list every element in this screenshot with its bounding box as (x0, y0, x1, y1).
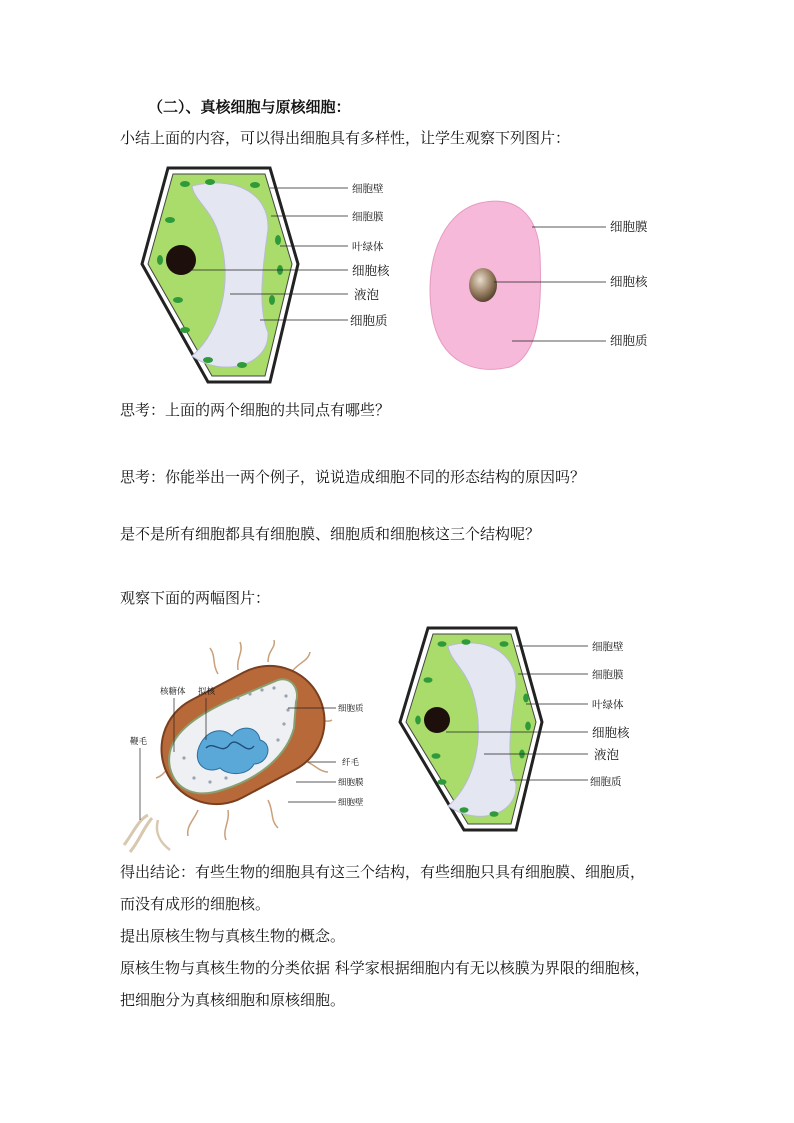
label-pilus: 纤毛 (342, 758, 360, 768)
label-vacuole: 液泡 (354, 287, 380, 302)
label-bacterium-wall: 细胞壁 (338, 798, 364, 808)
section-heading: （二）、真核细胞与原核细胞： (148, 98, 351, 116)
label2-nucleus: 细胞核 (592, 725, 630, 740)
label-cell-wall: 细胞壁 (352, 183, 384, 195)
animal-cell-figure (420, 195, 670, 375)
bacterium-figure (118, 640, 378, 855)
label-chloroplast: 叶绿体 (352, 241, 384, 253)
intro-text: 小结上面的内容，可以得出细胞具有多样性，让学生观察下列图片： (120, 129, 571, 147)
label-nucleoid: 拟核 (198, 687, 216, 697)
conclusion-line-2: 而没有成形的细胞核。 (120, 895, 271, 913)
basis-line-2: 把细胞分为真核细胞和原核细胞。 (120, 991, 346, 1009)
question-3: 是不是所有细胞都具有细胞膜、细胞质和细胞核这三个结构呢？ (120, 525, 541, 543)
label-animal-nucleus: 细胞核 (610, 274, 648, 289)
basis-line-1: 原核生物与真核生物的分类依据 科学家根据细胞内有无以核膜为界限的细胞核， (120, 959, 650, 977)
observe-text: 观察下面的两幅图片： (120, 589, 271, 607)
label2-vacuole: 液泡 (594, 747, 620, 762)
plant-cell-figure (130, 160, 410, 390)
label-animal-cytoplasm: 细胞质 (610, 333, 648, 348)
label2-cytoplasm: 细胞质 (590, 776, 622, 788)
plant-cell-figure-2 (392, 622, 642, 837)
label2-chloroplast: 叶绿体 (592, 699, 624, 711)
label2-cell-wall: 细胞壁 (592, 641, 624, 653)
label-cytoplasm: 细胞质 (350, 313, 388, 328)
label-ribosome: 核糖体 (160, 687, 186, 697)
question-2: 思考：你能举出一两个例子，说说造成细胞不同的形态结构的原因吗？ (120, 468, 586, 486)
label-cell-membrane: 细胞膜 (352, 211, 384, 223)
label-bacterium-membrane: 细胞膜 (338, 778, 364, 788)
label-animal-membrane: 细胞膜 (610, 219, 648, 234)
conclusion-line-1: 得出结论：有些生物的细胞具有这三个结构，有些细胞只具有细胞膜、细胞质， (120, 863, 646, 881)
question-1: 思考：上面的两个细胞的共同点有哪些？ (120, 401, 391, 419)
label-bacterium-cytoplasm: 细胞质 (338, 704, 364, 714)
concept-line: 提出原核生物与真核生物的概念。 (120, 927, 346, 945)
label-nucleus: 细胞核 (352, 263, 390, 278)
label-flagellum: 鞭毛 (130, 737, 148, 747)
label2-cell-membrane: 细胞膜 (592, 669, 624, 681)
